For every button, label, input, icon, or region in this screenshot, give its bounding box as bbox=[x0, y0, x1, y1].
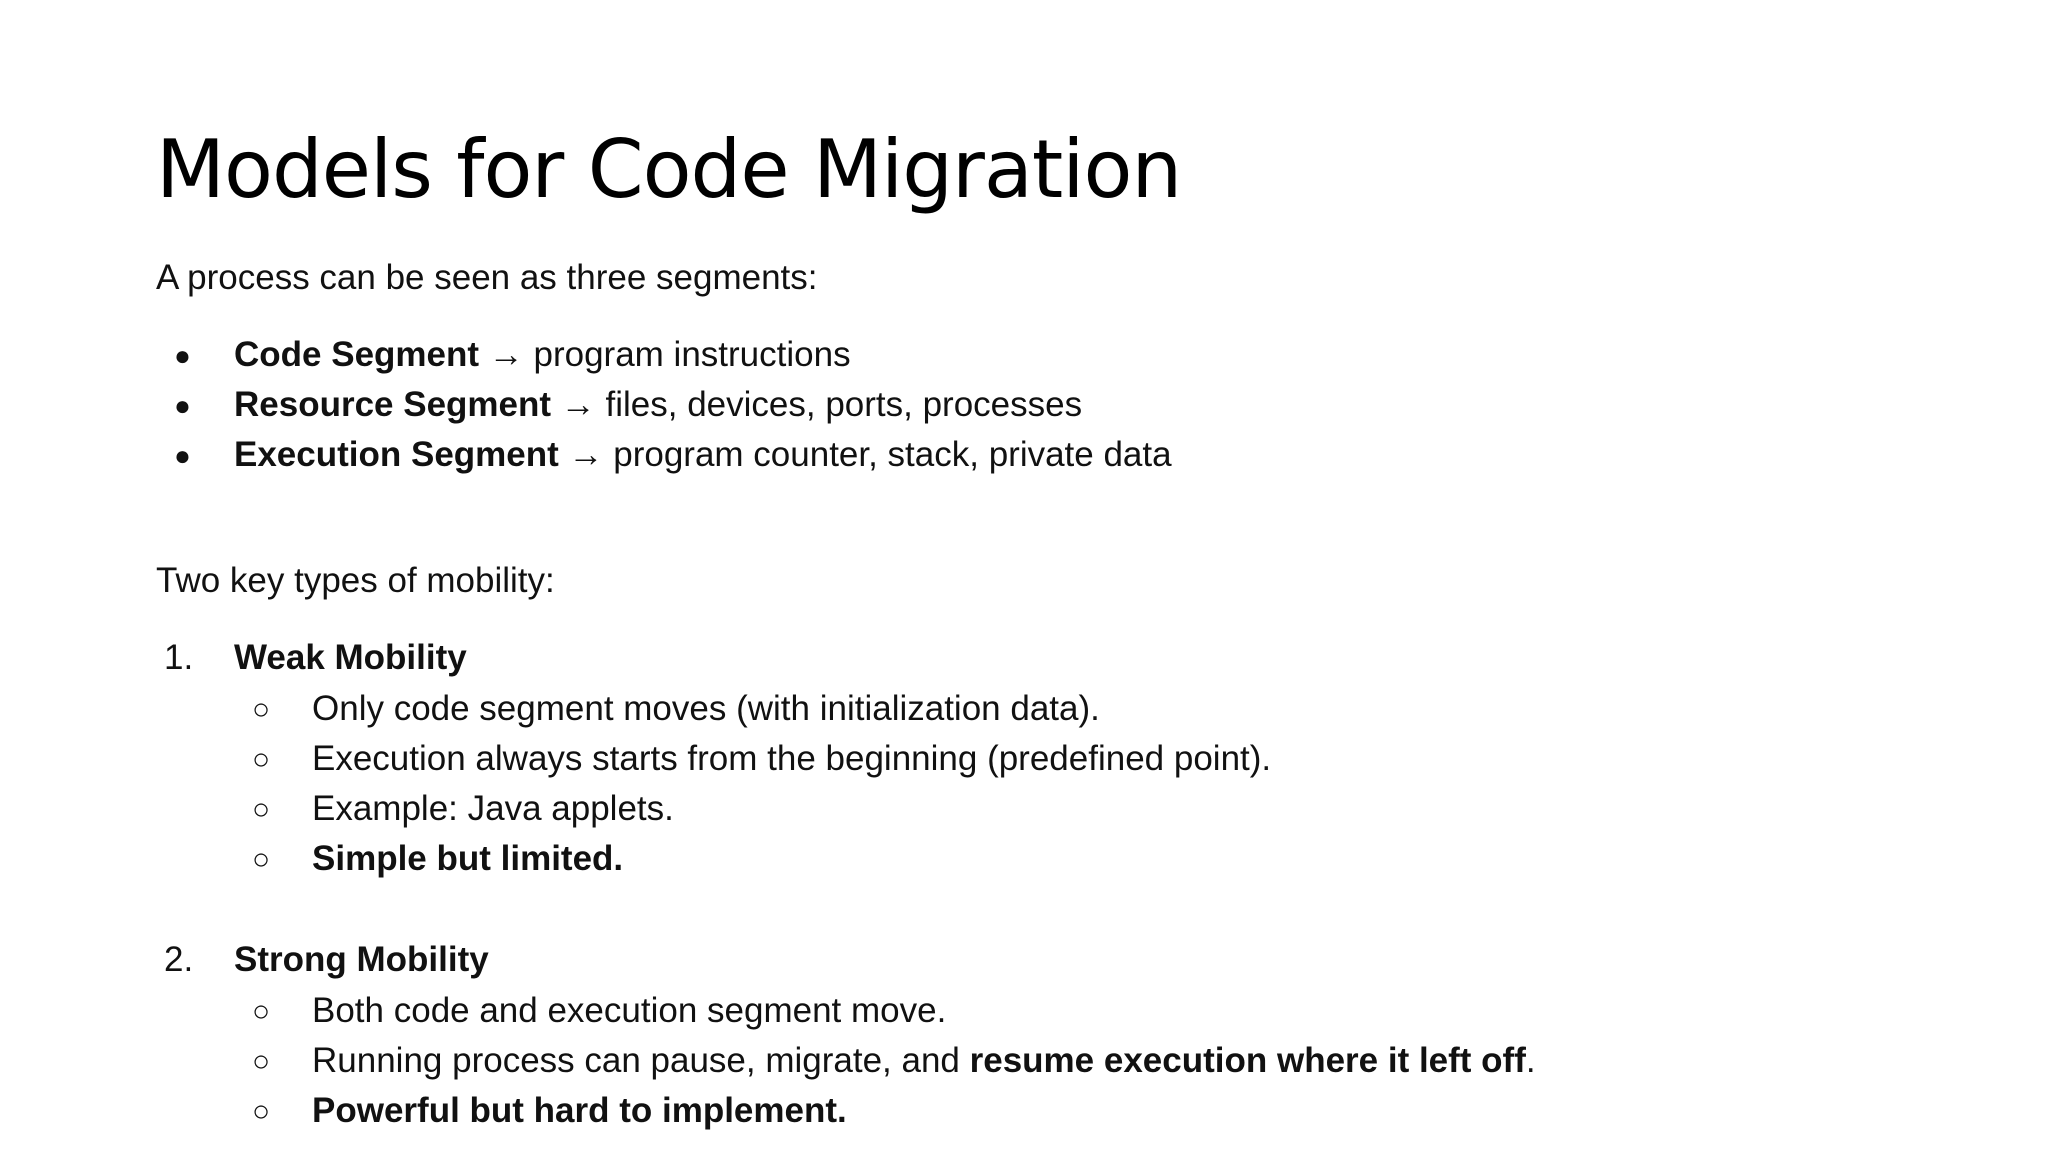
list-number: 1. bbox=[164, 638, 194, 677]
hollow-bullet-icon: ○ bbox=[252, 743, 271, 776]
hollow-bullet-icon: ○ bbox=[252, 793, 271, 826]
bullet-icon: ● bbox=[174, 390, 191, 421]
bullet-icon: ● bbox=[174, 440, 191, 471]
mobility-point-emphasis: Powerful but hard to implement. bbox=[312, 1091, 847, 1130]
mobility-point: Example: Java applets. bbox=[312, 789, 674, 828]
mobility-point-tail: . bbox=[1525, 1041, 1536, 1080]
segment-term: Resource Segment bbox=[234, 385, 552, 424]
segment-description: → program counter, stack, private data bbox=[558, 435, 1172, 474]
mobility-point bbox=[312, 1089, 847, 1133]
intro-text: A process can be seen as three segments: bbox=[156, 258, 818, 297]
segment-text bbox=[234, 433, 1172, 477]
segment-text bbox=[234, 333, 851, 377]
mobility-point: Only code segment moves (with initialization data). bbox=[312, 689, 1100, 728]
mobility-point bbox=[312, 837, 623, 881]
mobility-intro-text: Two key types of mobility: bbox=[156, 561, 555, 600]
mobility-heading-text: Weak Mobility bbox=[234, 638, 467, 677]
mobility-point: Execution always starts from the beginning (predefined point). bbox=[312, 739, 1272, 778]
hollow-bullet-icon: ○ bbox=[252, 693, 271, 726]
segment-term: Execution Segment bbox=[234, 435, 559, 474]
segment-description: → files, devices, ports, processes bbox=[551, 385, 1083, 424]
mobility-heading bbox=[234, 636, 467, 680]
mobility-heading bbox=[234, 938, 489, 982]
mobility-heading-text: Strong Mobility bbox=[234, 940, 489, 979]
segment-text bbox=[234, 383, 1082, 427]
hollow-bullet-icon: ○ bbox=[252, 843, 271, 876]
mobility-point-emphasis: Simple but limited. bbox=[312, 839, 624, 878]
bullet-icon: ● bbox=[174, 340, 191, 371]
hollow-bullet-icon: ○ bbox=[252, 1095, 271, 1128]
hollow-bullet-icon: ○ bbox=[252, 995, 271, 1028]
mobility-point: Both code and execution segment move. bbox=[312, 991, 947, 1030]
slide-title: Models for Code Migration bbox=[156, 123, 1182, 216]
segment-term: Code Segment bbox=[234, 335, 480, 374]
segment-description: → program instructions bbox=[479, 335, 851, 374]
list-number: 2. bbox=[164, 940, 194, 979]
hollow-bullet-icon: ○ bbox=[252, 1045, 271, 1078]
mobility-point-emphasis: resume execution where it left off bbox=[969, 1041, 1526, 1080]
mobility-point bbox=[312, 1039, 1536, 1083]
mobility-point-text: Running process can pause, migrate, and bbox=[312, 1041, 970, 1080]
